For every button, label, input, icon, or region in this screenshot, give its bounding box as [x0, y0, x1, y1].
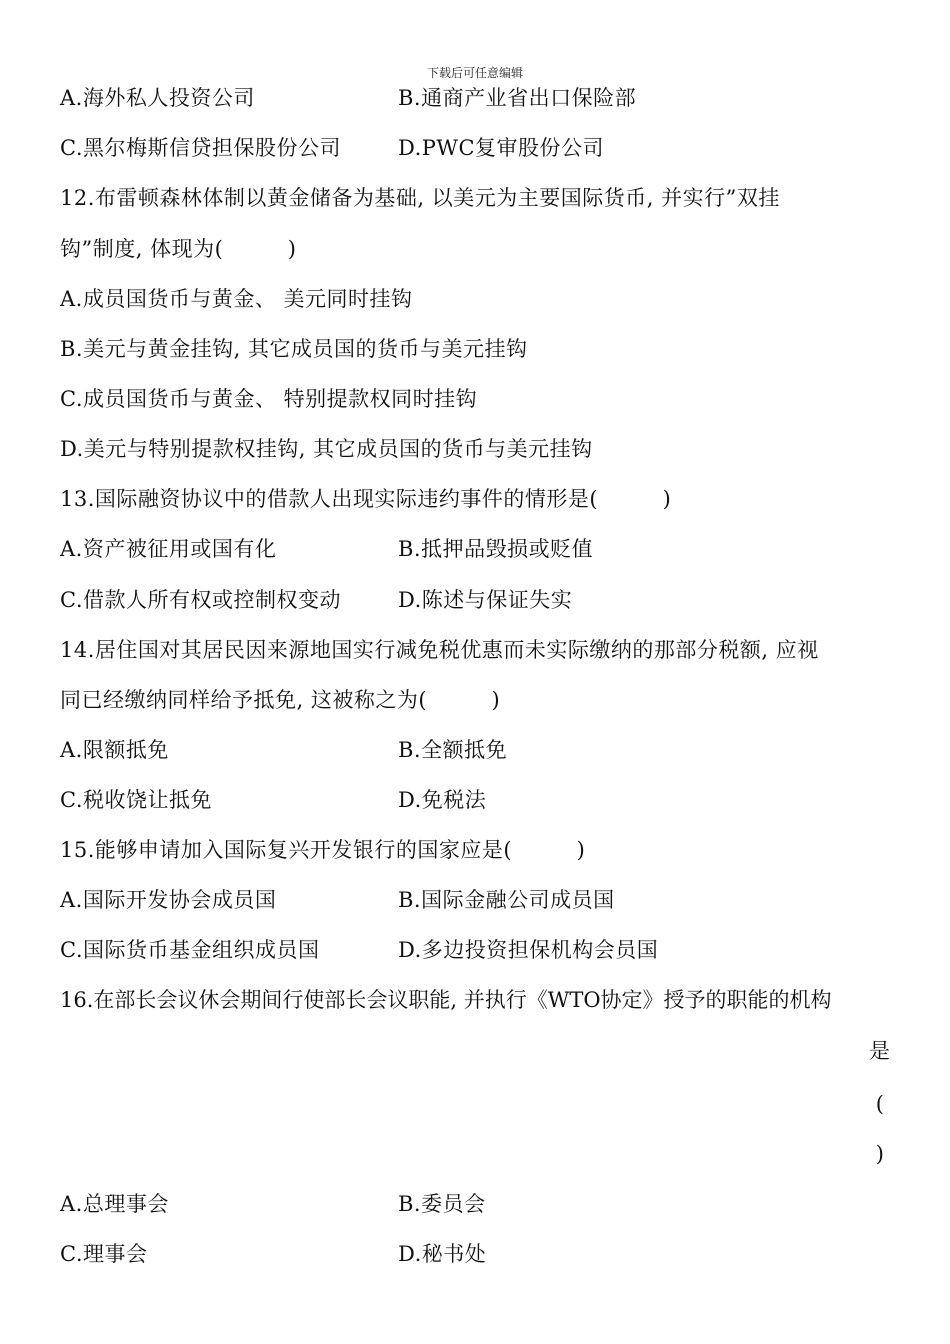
q16-stem-tail-3: ) [875, 1142, 884, 1166]
q14-option-c: C.税收饶让抵免 [60, 788, 212, 812]
q12-option-d: D.美元与特别提款权挂钩, 其它成员国的货币与美元挂钩 [60, 437, 593, 461]
q13-option-b: B.抵押品毁损或贬值 [398, 537, 594, 561]
q14-stem-line1: 14.居住国对其居民因来源地国实行减免税优惠而未实际缴纳的那部分税额, 应视 [60, 638, 819, 662]
q15-option-c: C.国际货币基金组织成员国 [60, 938, 320, 962]
q13-stem: 13.国际融资协议中的借款人出现实际违约事件的情形是( ) [60, 487, 672, 511]
q14-stem-line2: 同已经缴纳同样给予抵免, 这被称之为( ) [60, 688, 501, 712]
header-note: 下载后可任意编辑 [426, 66, 523, 80]
q12-stem-line1: 12.布雷顿森林体制以黄金储备为基础, 以美元为主要国际货币, 并实行”双挂 [60, 186, 780, 210]
q16-option-c: C.理事会 [60, 1242, 148, 1266]
q11-option-d: D.PWC复审股份公司 [398, 136, 605, 160]
q15-option-d: D.多边投资担保机构会员国 [398, 938, 659, 962]
q12-option-b: B.美元与黄金挂钩, 其它成员国的货币与美元挂钩 [60, 337, 528, 361]
q11-option-c: C.黑尔梅斯信贷担保股份公司 [60, 136, 341, 160]
q16-option-d: D.秘书处 [398, 1242, 487, 1266]
q15-stem: 15.能够申请加入国际复兴开发银行的国家应是( ) [60, 838, 586, 862]
q15-option-b: B.国际金融公司成员国 [398, 888, 615, 912]
q14-option-b: B.全额抵免 [398, 738, 508, 762]
q13-option-a: A.资产被征用或国有化 [60, 537, 277, 561]
q13-option-c: C.借款人所有权或控制权变动 [60, 588, 341, 612]
q16-option-b: B.委员会 [398, 1192, 486, 1216]
q14-option-d: D.免税法 [398, 788, 487, 812]
q11-option-b: B.通商产业省出口保险部 [398, 86, 637, 110]
q16-option-a: A.总理事会 [60, 1192, 169, 1216]
q12-option-a: A.成员国货币与黄金、 美元同时挂钩 [60, 287, 413, 311]
q15-option-a: A.国际开发协会成员国 [60, 888, 277, 912]
q14-option-a: A.限额抵免 [60, 738, 169, 762]
q16-stem-tail-1: 是 [869, 1039, 890, 1063]
q12-option-c: C.成员国货币与黄金、 特别提款权同时挂钩 [60, 387, 478, 411]
q11-option-a: A.海外私人投资公司 [60, 86, 255, 110]
q16-stem-tail-2: ( [875, 1092, 884, 1116]
q13-option-d: D.陈述与保证失实 [398, 588, 573, 612]
q12-stem-line2: 钩”制度, 体现为( ) [60, 237, 297, 261]
q16-stem-line1: 16.在部长会议休会期间行使部长会议职能, 并执行《WTO协定》授予的职能的机构 [60, 988, 832, 1012]
